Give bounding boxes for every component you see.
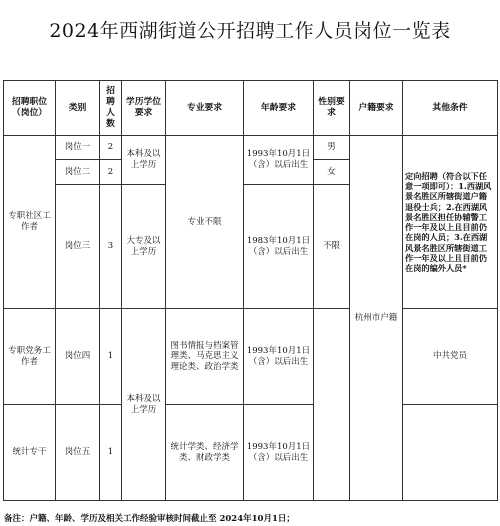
major-library: 图书情报与档案管理类、马克思主义理论类、政治学类 <box>166 309 244 405</box>
education-4: 本科及以上学历 <box>122 309 166 501</box>
gender-male: 男 <box>314 136 350 160</box>
age-4: 1993年10月1日（含）以后出生 <box>244 309 314 405</box>
header-major: 专业要求 <box>166 81 244 136</box>
age-5: 1993年10月1日（含）以后出生 <box>244 405 314 501</box>
positions-table <box>3 80 498 501</box>
education-1: 本科及以上学历 <box>122 136 166 185</box>
header-hukou: 户籍要求 <box>350 81 403 136</box>
header-position: 招聘职位（岗位） <box>4 81 56 136</box>
position-party: 专职党务工作者 <box>4 309 56 405</box>
footnote: 备注：户籍、年龄、学历及相关工作经验审核时间截止至 2024年10月1日； <box>4 514 295 524</box>
header-category: 类别 <box>56 81 100 136</box>
position-stats: 统计专干 <box>4 405 56 501</box>
education-3: 大专及以上学历 <box>122 185 166 309</box>
header-gender: 性别要求 <box>314 81 350 136</box>
header-count: 招聘人数 <box>100 81 122 136</box>
other-directed: 定向招聘（符合以下任意一项即可）：1.西湖风景名胜区所辖街道户籍退役士兵；2.在西湖风景名胜区担任协辅警工作一年及以上且目前仍在岗的人员；3.在西湖风景名胜区所辖街道工作一年及以上且目前仍在岗的编外人员* <box>403 136 498 309</box>
table-row <box>4 309 498 405</box>
post-2: 岗位二 <box>56 160 100 185</box>
table-row <box>4 405 498 501</box>
post-5: 岗位五 <box>56 405 100 501</box>
post-4: 岗位四 <box>56 309 100 405</box>
table-row <box>4 136 498 160</box>
page-title: 2024年西湖街道公开招聘工作人员岗位一览表 <box>49 20 451 42</box>
major-stats: 统计学类、经济学类、财政学类 <box>166 405 244 501</box>
header-row <box>4 81 498 136</box>
count-1: 2 <box>100 136 122 160</box>
count-4: 1 <box>100 309 122 405</box>
other-party: 中共党员 <box>403 309 498 405</box>
header-education: 学历学位要求 <box>122 81 166 136</box>
count-5: 1 <box>100 405 122 501</box>
other-blank <box>403 405 498 501</box>
age-3: 1983年10月1日（含）以后出生 <box>244 185 314 309</box>
major-any: 专业不限 <box>166 136 244 309</box>
post-1: 岗位一 <box>56 136 100 160</box>
gender-any: 不限 <box>314 185 350 309</box>
gender-blank <box>314 309 350 501</box>
gender-female: 女 <box>314 160 350 185</box>
position-community: 专职社区工作者 <box>4 136 56 309</box>
count-3: 3 <box>100 185 122 309</box>
header-age: 年龄要求 <box>244 81 314 136</box>
header-other: 其他条件 <box>403 81 498 136</box>
age-1: 1993年10月1日（含）以后出生 <box>244 136 314 185</box>
post-3: 岗位三 <box>56 185 100 309</box>
count-2: 2 <box>100 160 122 185</box>
hukou: 杭州市户籍 <box>350 136 403 501</box>
